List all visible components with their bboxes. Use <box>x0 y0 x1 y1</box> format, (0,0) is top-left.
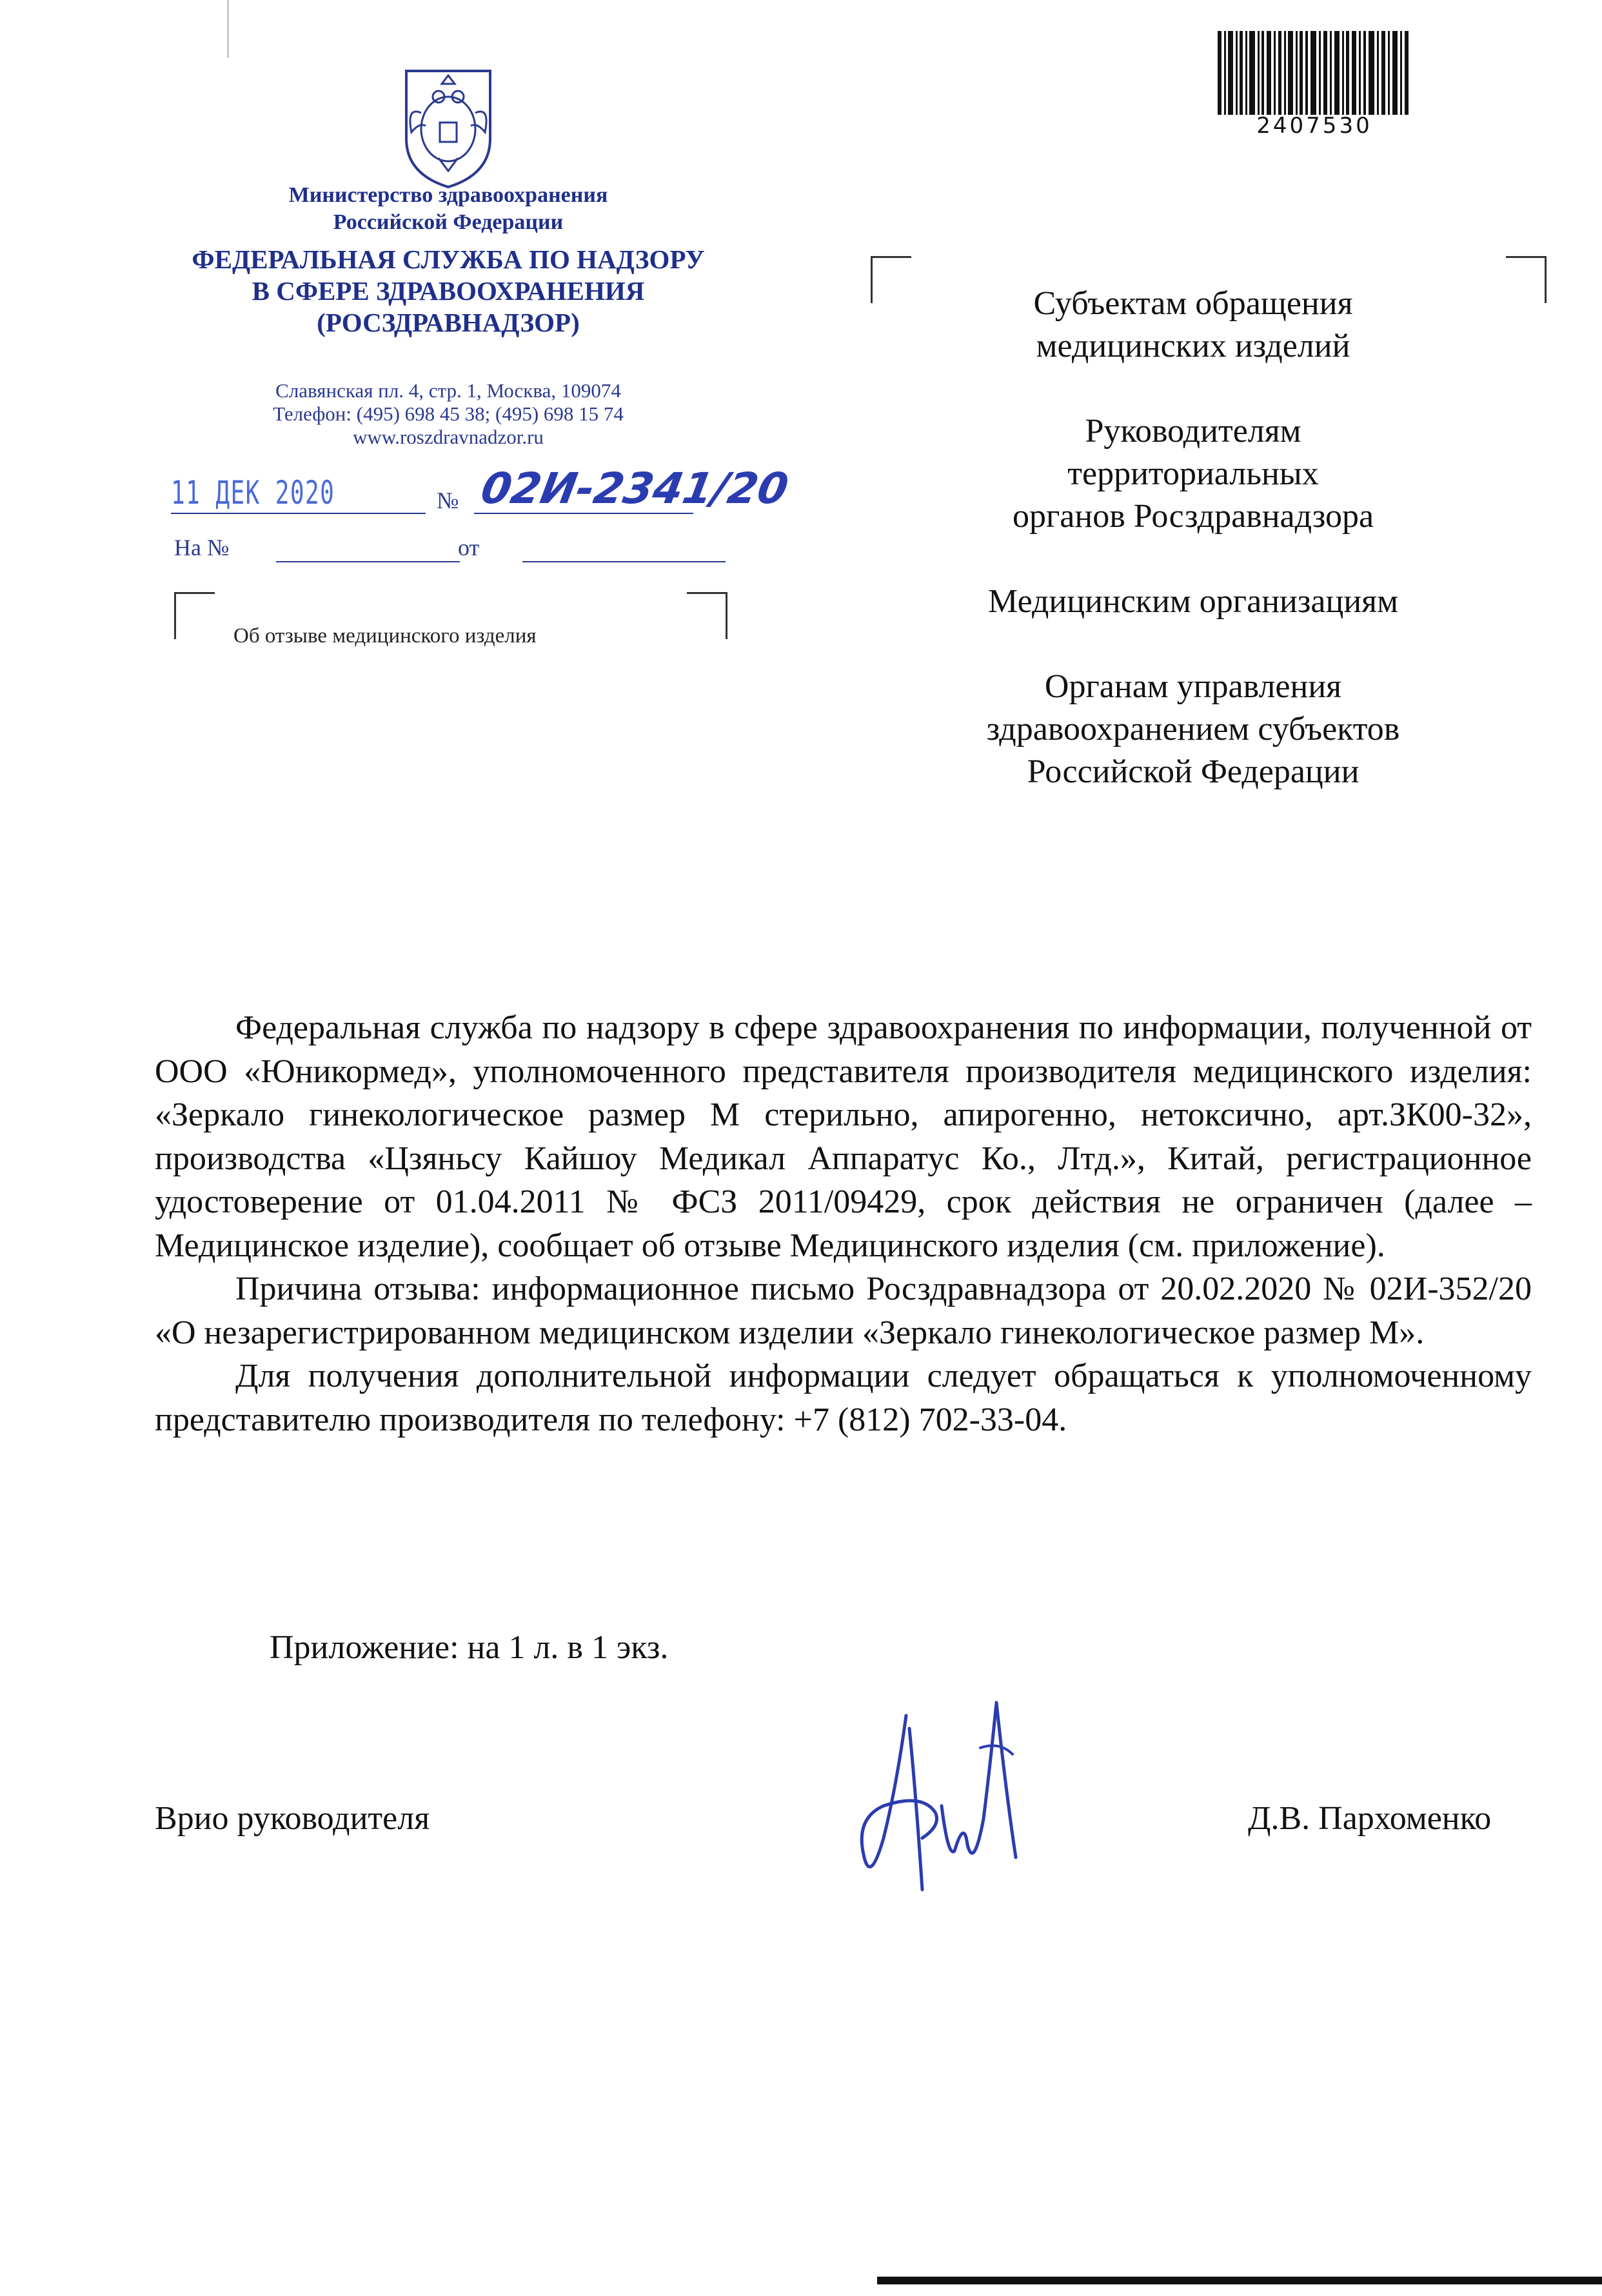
addressee <box>903 410 1483 538</box>
ministry-line: Министерство здравоохранения <box>288 183 608 207</box>
reference-underline <box>276 561 460 562</box>
address-line: Славянская пл. 4, стр. 1, Москва, 109074 <box>275 379 621 402</box>
number-underline <box>474 513 693 514</box>
addressee <box>903 666 1483 793</box>
addressee-line: Руководителям <box>1085 413 1301 450</box>
addressee-line: Субъектам обращения <box>1033 285 1353 322</box>
handwritten-signature <box>845 1690 1038 1909</box>
scan-edge-bar <box>877 2277 1602 2284</box>
addressee <box>903 282 1483 368</box>
reference-row <box>174 534 729 566</box>
ministry-line: Российской Федерации <box>333 210 564 234</box>
website-link[interactable]: www.roszdravnadzor.ru <box>353 426 544 448</box>
from-label: от <box>458 535 480 560</box>
body-paragraph: Федеральная служба по надзору в сфере здравоохранения по информации, полученной от ООО «Юникормед», уполномоченного представителя производителя медицинского изделия: «Зеркало гинекологическое размер М стерильно, апирогенно, нетоксично, арт.ЗК00-32», производства «Цзяньсу Кайшоу Медикал Аппаратус Ко., Лтд.», Китай, регистрационное удостоверение от 01.04.2011 № ФСЗ 2011/09429, срок действия не ограничен (далее – Медицинское изделие), сообщает об отзыве Медицинского изделия (см. приложение). <box>155 1009 1532 1264</box>
from-underline <box>522 561 726 562</box>
service-line: (РОСЗДРАВНАДЗОР) <box>317 308 580 337</box>
addressee-line: Медицинским организациям <box>988 583 1398 620</box>
addressee-line: медицинских изделий <box>1036 328 1350 364</box>
corner-mark <box>1506 256 1547 303</box>
corner-mark <box>174 592 215 639</box>
letter-body <box>155 1006 1532 1441</box>
address-block <box>193 379 703 449</box>
corner-mark <box>687 592 727 639</box>
addressee <box>903 580 1483 623</box>
letter-subject: Об отзыве медицинского изделия <box>233 624 537 648</box>
number-label: № <box>437 488 459 513</box>
body-paragraph: Причина отзыва: информационное письмо Росздравнадзора от 20.02.2020 № 02И-352/20 «О незарегистрированном медицинском изделии «Зеркало гинекологическое размер М». <box>155 1271 1532 1351</box>
addressee-line: Российской Федерации <box>1027 753 1360 790</box>
service-line: ФЕДЕРАЛЬНАЯ СЛУЖБА ПО НАДЗОРУ <box>192 244 705 274</box>
registration-row <box>171 464 816 526</box>
service-name <box>155 244 742 339</box>
scan-artifact <box>227 0 229 58</box>
reference-label: На № <box>174 535 230 560</box>
barcode-icon <box>1218 31 1411 115</box>
coat-of-arms-icon <box>393 61 503 190</box>
barcode-number: 2407530 <box>1256 113 1372 139</box>
addressees-block <box>903 282 1483 836</box>
address-line: Телефон: (495) 698 45 38; (495) 698 15 74 <box>273 402 624 425</box>
date-underline <box>171 513 426 514</box>
signatory-role: Врио руководителя <box>155 1800 430 1837</box>
addressee-line: Органам управления <box>1044 668 1342 705</box>
signatory-name: Д.В. Пархоменко <box>1248 1800 1492 1837</box>
service-line: В СФЕРЕ ЗДРАВООХРАНЕНИЯ <box>252 276 645 306</box>
registration-date-stamp: 11 ДЕК 2020 <box>171 474 335 511</box>
registration-number-handwritten: 02И-2341/20 <box>477 464 792 513</box>
addressee-line: здравоохранением субъектов <box>986 711 1400 747</box>
addressee-line: территориальных <box>1067 455 1319 492</box>
body-paragraph: Для получения дополнительной информации следует обращаться к уполномоченному представителю производителя по телефону: +7 (812) 702-33-04. <box>155 1358 1532 1438</box>
appendix-note: Приложение: на 1 л. в 1 экз. <box>270 1629 669 1666</box>
addressee-line: органов Росздравнадзора <box>1012 498 1374 535</box>
ministry-name <box>193 182 703 236</box>
